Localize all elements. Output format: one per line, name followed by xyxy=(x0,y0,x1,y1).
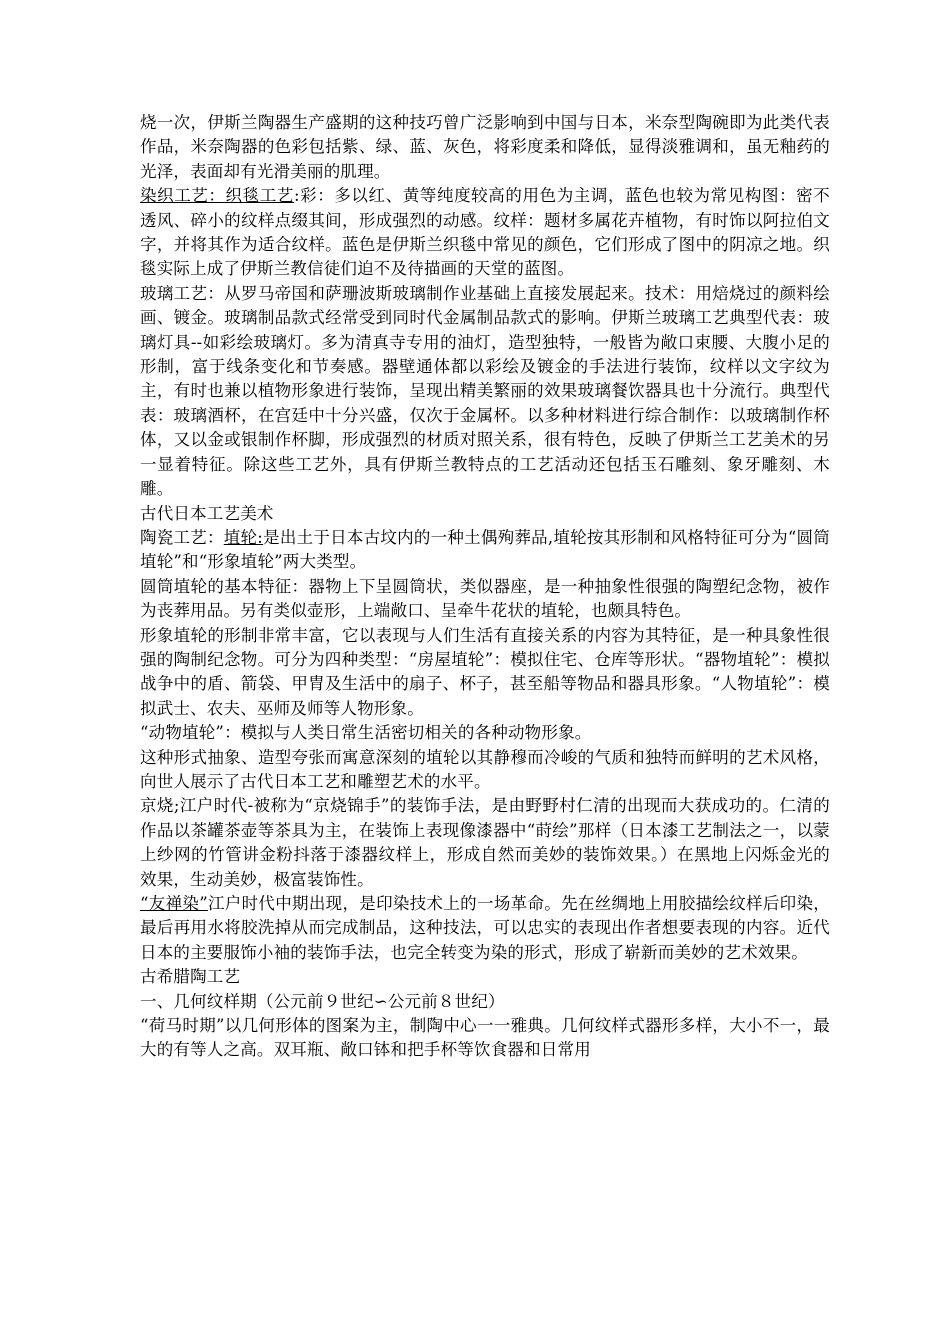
subsection-heading-geometric xyxy=(140,990,830,1014)
paragraph-haniwa xyxy=(140,526,830,575)
text-run: 陶瓷工艺： xyxy=(140,527,224,547)
paragraph-textile-craft xyxy=(140,184,830,282)
document-page xyxy=(140,111,830,1063)
text-run: 古希腊陶工艺 xyxy=(140,967,241,987)
paragraph-mina-pottery xyxy=(140,111,830,184)
text-run: 江户时代中期出现，是印染技术上的一场革命。先在丝绸地上用胶描绘纹样后印染，最后再用水将胶洗掉从而完成制品，这种技法，可以忠实的表现出作者想要表现的内容。近代日本的主要服饰小袖的装饰手法，也完全转变为染的形式，形成了崭新而美妙的艺术效果。 xyxy=(140,894,831,962)
paragraph-glass-craft xyxy=(140,282,830,502)
text-run: 形象埴轮的形制非常丰富，它以表现与人们生活有直接关系的内容为其特征，是一种具象性很强的陶制纪念物。可分为四种类型：“房屋埴轮”：模拟住宅、仓库等形状。“器物埴轮”：模拟战争中的盾、箭袋、甲胄及生活中的扇子、杯子，甚至船等物品和器具形象。“人物埴轮”：模拟武士、农夫、巫师及师等人物形象。 xyxy=(140,625,830,718)
text-run: 圆筒埴轮的基本特征：器物上下呈圆筒状，类似器座，是一种抽象性很强的陶塑纪念物，被作为丧葬用品。另有类似壶形，上端敞口、呈牵牛花状的埴轮，也颇具特色。 xyxy=(140,576,830,621)
text-run: 古代日本工艺美术 xyxy=(140,503,274,523)
text-run: 是出土于日本古坟内的一种土偶殉葬品,埴轮按其形制和风格特征可分为“圆筒埴轮”和“形象埴轮”两大类型。 xyxy=(140,527,830,572)
paragraph-yuzen-dyeing xyxy=(140,892,830,965)
underlined-heading: 染织工艺：织毯工艺 xyxy=(140,186,294,206)
paragraph-homeric-period xyxy=(140,1014,830,1063)
text-run: :彩：多以红、黄等纯度较高的用色为主调，蓝色也较为常见构图：密不透风、碎小的纹样点缀其间，形成强烈的动感。纹样：题材多属花卉植物，有时饰以阿拉伯文字，并将其作为适合纹样。蓝色是伊斯兰织毯中常见的颜色，它们形成了图中的阴凉之地。织毯实际上成了伊斯兰教信徒们迫不及待描画的天堂的蓝图。 xyxy=(140,186,830,279)
underlined-term: “友禅染” xyxy=(140,894,208,913)
section-heading-greece xyxy=(140,965,830,989)
paragraph-kyo-ware xyxy=(140,794,830,892)
text-run: 京烧;江户时代-被称为“京烧锦手”的装饰手法，是由野野村仁清的出现而大获成功的。仁清的作品以茶罐茶壶等茶具为主，在装饰上表现像漆器中“莳绘”那样（日本漆工艺制法之一，以蒙上纱网的竹管讲金粉抖落于漆器纹样上，形成自然而美妙的装饰效果。）在黑地上闪烁金光的效果，生动美妙，极富装饰性。 xyxy=(140,796,830,889)
text-run: 烧一次，伊斯兰陶器生产盛期的这种技巧曾广泛影响到中国与日本，米奈型陶碗即为此类代表作品，米奈陶器的色彩包括紫、绿、蓝、灰色，将彩度柔和降低，显得淡雅调和，虽无釉药的光泽，表面却有光滑美丽的肌理。 xyxy=(140,113,830,181)
underlined-term: 埴轮: xyxy=(223,527,264,547)
text-run: 这种形式抽象、造型夸张而寓意深刻的埴轮以其静穆而冷峻的气质和独特而鲜明的艺术风格，向世人展示了古代日本工艺和雕塑艺术的水平。 xyxy=(140,747,830,791)
paragraph-haniwa-summary xyxy=(140,746,830,795)
text-run: “荷马时期”以几何形体的图案为主，制陶中心一一雅典。几何纹样式器形多样，大小不一，最大的有等人之高。双耳瓶、敞口钵和把手杯等饮食器和日常用 xyxy=(140,1016,830,1060)
paragraph-figurative-haniwa xyxy=(140,624,830,722)
section-heading-japan xyxy=(140,502,830,526)
text-run: 玻璃工艺：从罗马帝国和萨珊波斯玻璃制作业基础上直接发展起来。技术：用焙烧过的颜料绘画、镀金。玻璃制品款式经常受到同时代金属制品款式的影响。伊斯兰玻璃工艺典型代表：玻璃灯具--如彩绘玻璃灯。多为清真寺专用的油灯，造型独特，一般皆为敞口束腰、大腹小足的形制，富于线条变化和节奏感。器壁通体都以彩绘及镀金的手法进行装饰，纹样以文字纹为主，有时也兼以植物形象进行装饰，呈现出精美繁丽的效果玻璃餐饮器具也十分流行。典型代表：玻璃酒杯，在宫廷中十分兴盛，仅次于金属杯。以多种材料进行综合制作：以玻璃制作杯体，又以金或银制作杯脚，形成强烈的材质对照关系，很有特色，反映了伊斯兰工艺美术的另一显着特征。除这些工艺外，具有伊斯兰教特点的工艺活动还包括玉石雕刻、象牙雕刻、木雕。 xyxy=(140,283,830,499)
text-run: 一、几何纹样期（公元前９世纪∽公元前８世纪） xyxy=(140,991,505,1011)
paragraph-cylindrical-haniwa xyxy=(140,575,830,624)
paragraph-animal-haniwa xyxy=(140,721,830,745)
text-run: “动物埴轮”：模拟与人类日常生活密切相关的各种动物形象。 xyxy=(140,723,592,743)
